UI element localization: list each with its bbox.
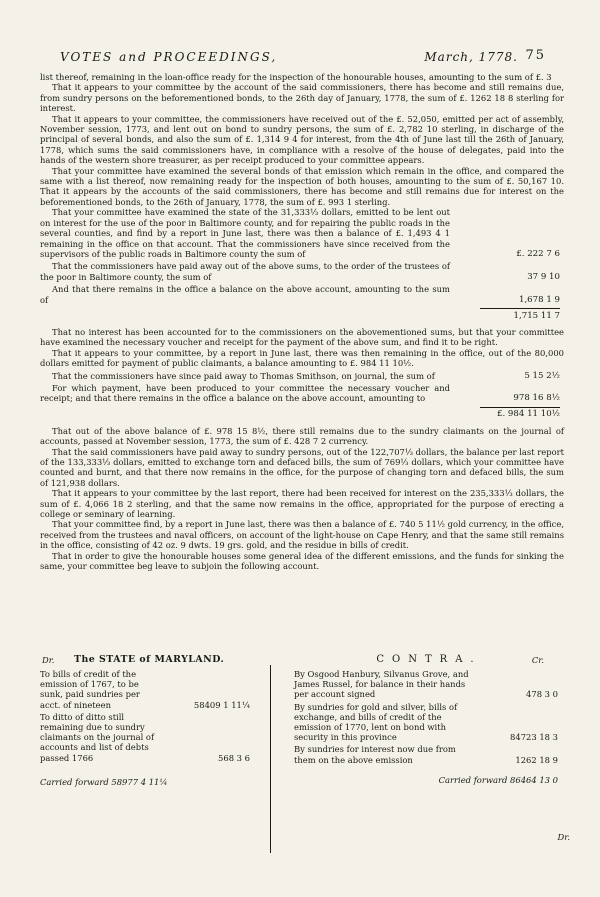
dr-label: Dr. xyxy=(42,655,55,665)
paragraph: And that there remains in the office a balance on the above account, amounting to the sum of xyxy=(40,284,450,305)
credit-entry xyxy=(294,744,564,764)
debit-column xyxy=(40,655,256,855)
paragraph-with-amount xyxy=(40,371,564,381)
account-title: The STATE of MARYLAND. xyxy=(74,654,225,665)
document-body xyxy=(40,72,564,571)
contra-label: CONTRA. xyxy=(376,654,482,665)
state-account-table xyxy=(40,655,564,870)
entry-text: By Osgood Hanbury, Silvanus Grove, and James Russel, for balance in their hands per account signed xyxy=(294,669,469,700)
page-header xyxy=(60,48,546,66)
running-date: March, 1778. xyxy=(424,50,518,64)
footer-dr-label: Dr. xyxy=(557,832,570,842)
debit-entry xyxy=(40,712,256,763)
paragraph: That the said commissioners have paid away to sundry persons, out of the 122,707⅓ dollars, the balance per last report of the 133,333⅓ dollars, emitted to exchange torn and defaced bills, the sum of 769⅓ dollars, which your committee have counted and burnt, and that there now remains in the office, for the purpose of changing torn and defaced bills, the sum of 121,938 dollars. xyxy=(40,446,564,488)
running-title: VOTES and PROCEEDINGS, xyxy=(60,50,278,64)
amount: £. 222 7 6 xyxy=(516,248,560,259)
total-amount: 1,715 11 7 xyxy=(513,310,560,321)
paragraph-with-amount xyxy=(40,207,564,259)
amount: 978 16 8½ xyxy=(513,393,560,404)
debit-heading xyxy=(40,655,256,667)
paragraph-with-amount xyxy=(40,284,564,305)
paragraph: That your committee have examined the several bonds of that emission which remain in the office, and compared the same with a list thereof, now remaining ready for the inspection of both houses, amounting to the sum of £. 50,167 10. That it appears by the accounts of the said commissioners, there has become and still remains due for interest on the beforementioned bonds, to the 26th of January, 1778, the sum of £. 993 1 sterling. xyxy=(40,165,564,207)
entry-amount: 84723 18 3 xyxy=(510,732,558,743)
entry-amount: 58409 1 11¼ xyxy=(193,699,250,710)
amount: 1,678 1 9 xyxy=(518,294,560,305)
cr-label: Cr. xyxy=(531,655,544,665)
paragraph: For which payment, have been produced to your committee the necessary voucher and receipt; and that there remains in the office a balance on the above account, amounting to xyxy=(40,382,450,404)
paragraph: That it appears to your committee, by a report in June last, there was then remaining in the office, out of the 80,000 dollars emitted for payment of public claimants, a balance amounting to £. 984 11 10½. xyxy=(40,347,564,369)
amount: 5 15 2½ xyxy=(524,370,560,381)
paragraph-with-amount xyxy=(40,383,564,404)
sum-rule xyxy=(480,407,560,408)
page-number: 75 xyxy=(525,48,546,63)
paragraph-with-amount xyxy=(40,261,564,282)
entry-amount: 478 3 0 xyxy=(526,689,558,700)
debit-entry xyxy=(40,669,256,710)
carried-forward: Carried forward 86464 13 0 xyxy=(438,774,558,785)
paragraph: That your committee have examined the state of the 31,333⅓ dollars, emitted to be lent out on interest for the use of the poor in Baltimore county, and for repairing the public roads in the several counties, and find by a report in June last, there was then a balance of £. 1,493 4 1 remaining in the office on that account. That the commissioners have since received from the supervisors of the public roads in Baltimore county the sum of xyxy=(40,207,450,259)
paragraph: That out of the above balance of £. 978 15 8½, there still remains due to the sundry claimants on the journal of accounts, passed at November session, 1773, the sum of £. 428 7 2 currency. xyxy=(40,425,564,447)
paragraph: That the commissioners have since paid away to Thomas Smithson, on journal, the sum of xyxy=(52,370,435,381)
total-amount: £. 984 11 10½ xyxy=(497,409,560,420)
entry-text: To ditto of ditto still remaining due to sundry claimants on the journal of accounts and list of debts passed 1766 xyxy=(40,711,155,763)
paragraph: That your committee find, by a report in June last, there was then a balance of £. 740 5 11½ gold currency, in the office, received from the trustees and naval officers, on account of the light-house on Cape Henry, and that the same still remains in the office, consisting of 42 oz. 9 dwts. 19 grs. gold, and the residue in bills of credit. xyxy=(40,519,564,551)
credit-entry xyxy=(294,702,564,743)
paragraph: That the commissioners have paid away out of the above sums, to the order of the trustees of the poor in Baltimore county, the sum of xyxy=(40,261,450,282)
amount: 37 9 10 xyxy=(527,271,560,282)
column-divider xyxy=(270,665,271,853)
paragraph: list thereof, remaining in the loan-office ready for the inspection of the honourable houses, amounting to the sum of £. 3 xyxy=(40,72,552,82)
entry-text: By sundries for interest now due from them on the above emission xyxy=(294,744,456,765)
paragraph: That it appears to your committee, the commissioners have received out of the £. 52,050, emitted per act of assembly, November session, 1773, and lent out on bond to sundry persons, the sum of £. 2,782 10 sterling, in discharge of the principal of several bonds, and also the sum of £. 1,314 9 4 for interest, from the 4th of June last till the 26th of January, 1778, which sums the said commissioners have, in compliance with a resolve of the house of delegates, paid into the hands of the western shore treasurer, as per receipt produced to your committee appears. xyxy=(40,113,564,166)
sum-rule xyxy=(480,308,560,309)
paragraph: That no interest has been accounted for to the commissioners on the abovementioned sums, but that your committee have examined the necessary voucher and receipt for the payment of the above sum, and find it to be right. xyxy=(40,326,564,348)
credit-entry xyxy=(294,669,564,700)
paragraph: That in order to give the honourable houses some general idea of the different emissions, and the funds for sinking the same, your committee beg leave to subjoin the following account. xyxy=(40,550,564,572)
total-row xyxy=(40,307,564,321)
credit-heading xyxy=(294,655,564,667)
carried-forward: Carried forward 58977 4 11¼ xyxy=(40,776,168,787)
entry-amount: 1262 18 9 xyxy=(515,754,558,765)
entry-text: To bills of credit of the emission of 1767, to be sunk, paid sundries per acct. of nineteen xyxy=(40,669,140,710)
total-row xyxy=(40,406,564,420)
paragraph: That it appears to your committee by the last report, there had been received for interest on the 235,333⅓ dollars, the sum of £. 4,066 18 2 sterling, and that the same now remains in the office, appropriated for the purpose of erecting a college or seminary of learning. xyxy=(40,488,564,520)
credit-column xyxy=(294,655,564,855)
paragraph: That it appears to your committee by the account of the said commissioners, there has become and still remains due, from sundry persons on the beforementioned bonds, to the 26th day of January, 1778, the sum of £. 1262 18 8 sterling for interest. xyxy=(40,82,564,114)
entry-amount: 568 3 6 xyxy=(218,752,250,763)
entry-text: By sundries for gold and silver, bills of exchange, and bills of credit of the emission of 1770, lent on bond with security in this province xyxy=(294,701,458,743)
